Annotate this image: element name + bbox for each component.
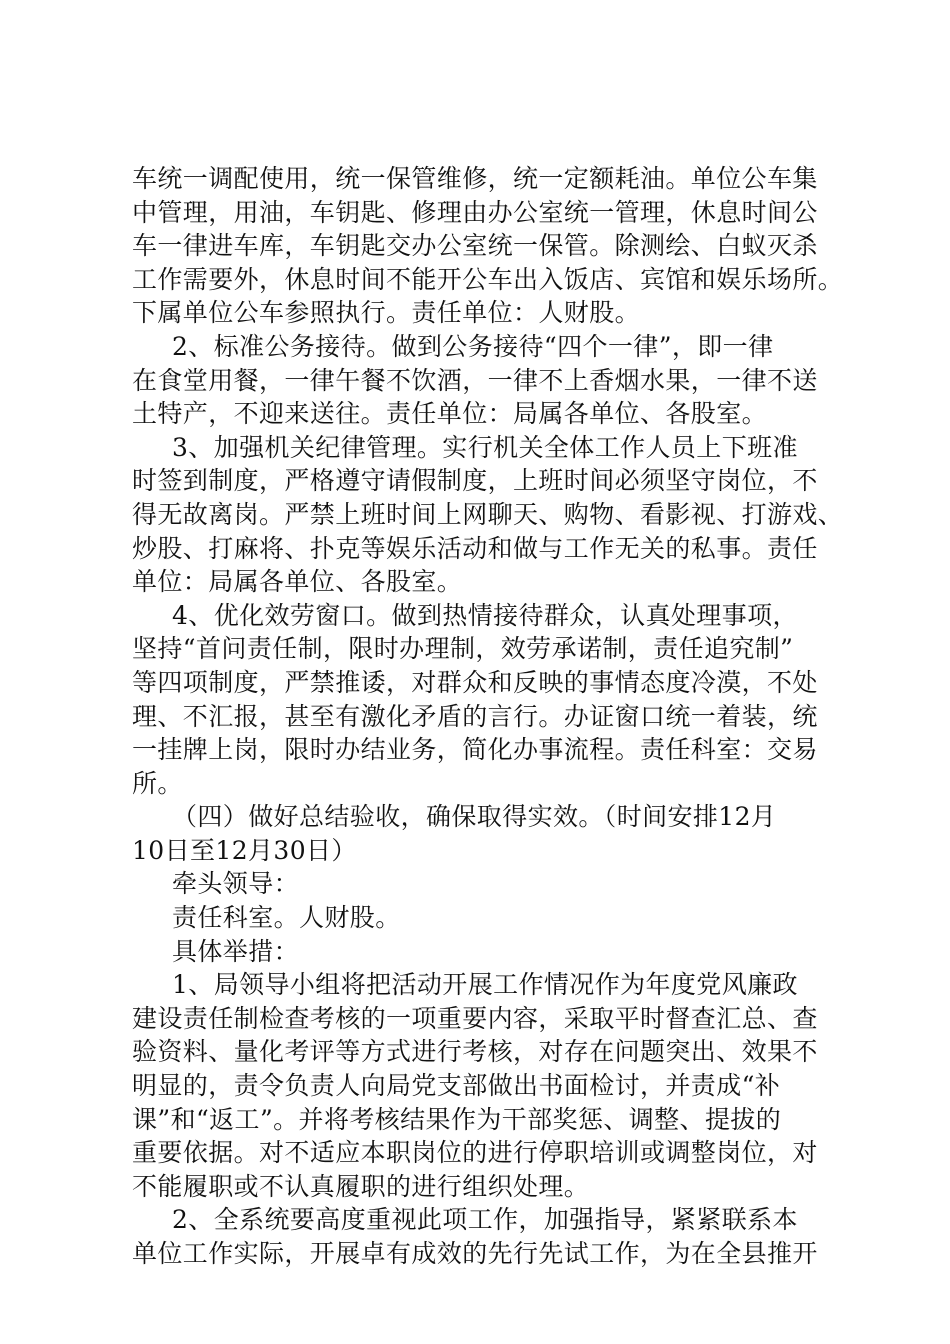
responsible-office-line: 责任科室。人财股。 — [172, 903, 401, 933]
measures-label-line: 具体举措： — [172, 936, 300, 966]
body-text — [132, 162, 844, 1271]
text-line: 理、不汇报，甚至有激化矛盾的言行。办证窗口统一着装，统 — [132, 701, 818, 731]
paragraph-start-line: 2、标准公务接待。做到公务接待“四个一律”，即一律 — [172, 331, 774, 361]
text-line: 验资料、量化考评等方式进行考核，对存在问题突出、效果不 — [132, 1037, 818, 1067]
text-line: 得无故离岗。严禁上班时间上网聊天、购物、看影视、打游戏、 — [132, 499, 844, 529]
text-line: 中管理，用油，车钥匙、修理由办公室统一管理，休息时间公 — [132, 197, 818, 227]
text-line: 下属单位公车参照执行。责任单位：人财股。 — [132, 298, 641, 328]
text-line: 一挂牌上岗，限时办结业务，简化办事流程。责任科室：交易 — [132, 735, 818, 765]
text-line: 车一律进车库，车钥匙交办公室统一保管。除测绘、白蚁灭杀 — [132, 231, 818, 261]
text-line: 单位工作实际，开展卓有成效的先行先试工作，为在全县推开 — [132, 1239, 818, 1268]
text-line: 炒股、打麻将、扑克等娱乐活动和做与工作无关的私事。责任 — [132, 533, 818, 563]
text-line: 时签到制度，严格遵守请假制度，上班时间必须坚守岗位，不 — [132, 466, 818, 496]
paragraph-start-line: 3、加强机关纪律管理。实行机关全体工作人员上下班准 — [172, 432, 798, 462]
section-heading-line: （四）做好总结验收，确保取得实效。（时间安排12月 — [172, 802, 777, 832]
text-line: 在食堂用餐，一律午餐不饮酒，一律不上香烟水果，一律不送 — [132, 365, 818, 395]
text-line: 工作需要外，休息时间不能开公车出入饭店、宾馆和娱乐场所。 — [132, 264, 844, 294]
text-line: 车统一调配使用，统一保管维修，统一定额耗油。单位公车集 — [132, 164, 818, 193]
text-line: 不能履职或不认真履职的进行组织处理。 — [132, 1171, 590, 1201]
text-line: 明显的，责令负责人向局党支部做出书面检讨，并责成“补 — [132, 1071, 781, 1101]
text-line: 单位：局属各单位、各股室。 — [132, 567, 463, 597]
text-line: 课”和“返工”。并将考核结果作为干部奖惩、调整、提拔的 — [132, 1104, 782, 1134]
text-line: 建设责任制检查考核的一项重要内容，采取平时督查汇总、查 — [132, 1003, 818, 1033]
lead-label-line: 牵头领导： — [172, 869, 300, 899]
paragraph-start-line: 4、优化效劳窗口。做到热情接待群众，认真处理事项， — [172, 600, 798, 630]
text-line: 重要依据。对不适应本职岗位的进行停职培训或调整岗位，对 — [132, 1138, 818, 1168]
paragraph-start-line: 1、局领导小组将把活动开展工作情况作为年度党风廉政 — [172, 970, 798, 1000]
paragraph-start-line: 2、全系统要高度重视此项工作，加强指导，紧紧联系本 — [172, 1205, 798, 1235]
text-line: 10日至12月30日） — [132, 835, 357, 865]
text-line: 等四项制度，严禁推诿，对群众和反映的事情态度冷漠，不处 — [132, 667, 818, 697]
text-line: 土特产，不迎来送往。责任单位：局属各单位、各股室。 — [132, 399, 768, 429]
text-line: 所。 — [132, 768, 183, 798]
text-line: 坚持“首问责任制，限时办理制，效劳承诺制，责任追究制” — [132, 634, 794, 664]
